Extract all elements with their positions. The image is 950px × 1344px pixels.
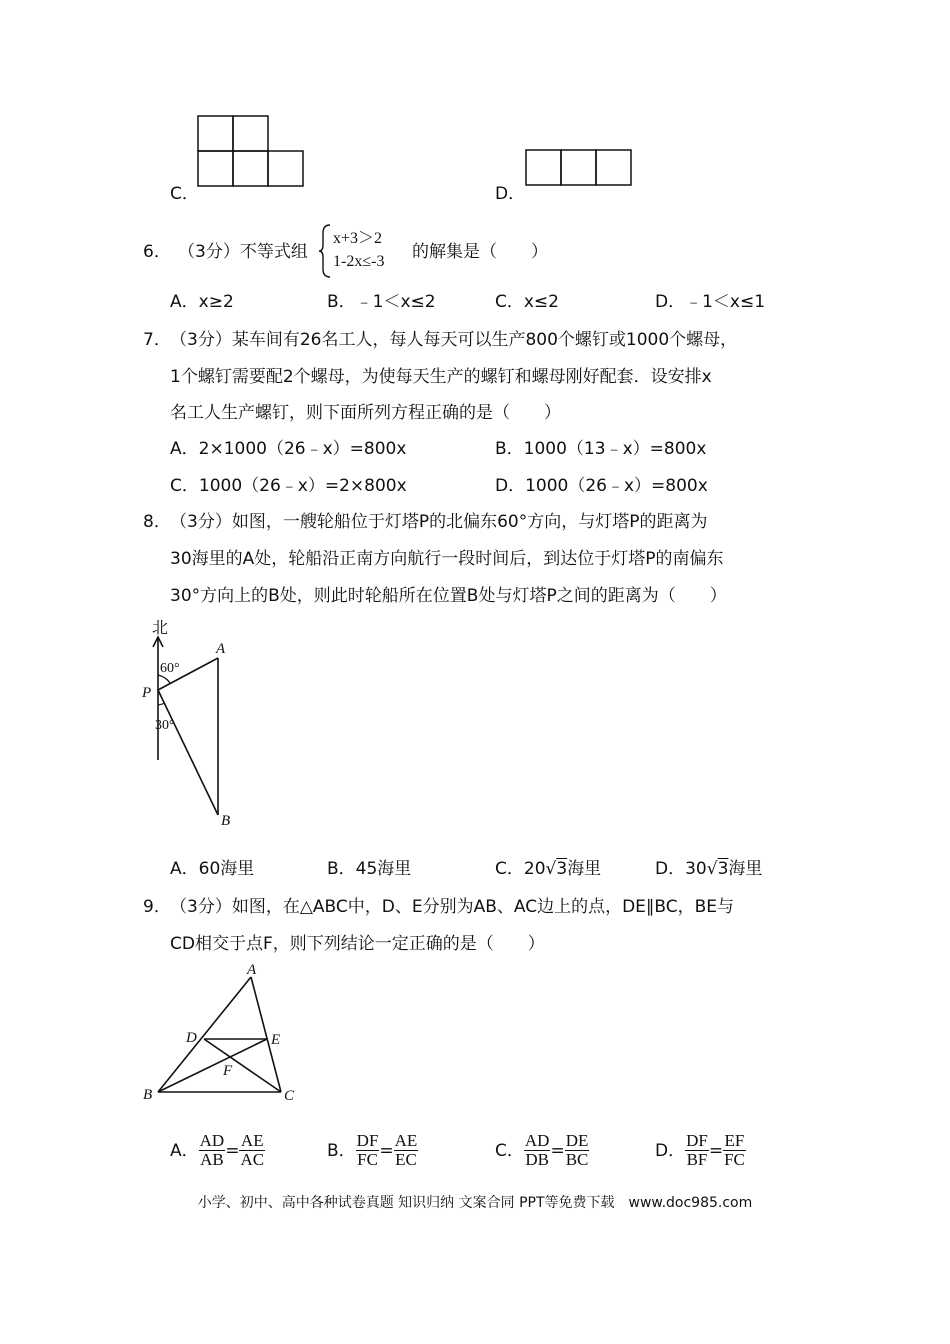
- q9-label-a: A: [247, 962, 257, 978]
- q7-line-2: 1个螺钉需要配2个螺母，为使每天生产的螺钉和螺母刚好配套．设安排x: [170, 367, 712, 387]
- q7-number: 7．: [143, 330, 171, 350]
- q7-option-a: A．2×1000（26﹣x）=800x: [170, 439, 407, 459]
- q7-line-3: 名工人生产螺钉，则下面所列方程正确的是（ ）: [170, 403, 561, 423]
- q6-number: 6．: [143, 242, 171, 262]
- q6-suffix: 的解集是（ ）: [412, 242, 548, 262]
- q9-number: 9．: [143, 897, 171, 917]
- q5-option-c-label: C．: [170, 184, 199, 204]
- q6-system-line-2: 1-2x≤-3: [333, 253, 385, 270]
- q8-option-b: B．45海里: [327, 859, 412, 879]
- q5-option-c-grid: [197, 115, 307, 187]
- q8-angle-arc-30: [158, 703, 165, 705]
- q8-label-b: B: [221, 813, 231, 829]
- q7-option-c: C．1000（26﹣x）=2×800x: [170, 476, 407, 496]
- q9-label-e: E: [271, 1032, 281, 1048]
- q8-option-c: C．20√3海里: [495, 859, 602, 879]
- q8-label-p: P: [142, 685, 152, 701]
- q9-option-c: C． $\frac{AD}{DB}$ = $\frac{DE}{BC}$: [495, 1131, 589, 1169]
- q8-option-d: D．30√3海里: [655, 859, 763, 879]
- q6-option-b: B．﹣1＜x≤2: [327, 292, 436, 312]
- page-footer: 小学、初中、高中各种试卷真题 知识归纳 文案合同 PPT等免费下载 www.doc985.com: [197, 1195, 753, 1211]
- q7-option-d: D．1000（26﹣x）=800x: [495, 476, 708, 496]
- q9-segment-ab: [158, 977, 251, 1092]
- q9-segment-be: [158, 1039, 267, 1092]
- q6-prefix: （3分）不等式组: [178, 242, 308, 262]
- q8-segment-pb: [158, 690, 218, 815]
- q9-label-b: B: [143, 1087, 153, 1103]
- q9-option-d: D． $\frac{DF}{BF}$ = $\frac{EF}{FC}$: [655, 1131, 745, 1169]
- q6-option-a: A．x≥2: [170, 292, 234, 312]
- q9-option-a: A． $\frac{AD}{AB}$ = $\frac{AE}{AC}$: [170, 1131, 265, 1169]
- q9-figure: [138, 962, 308, 1107]
- q6-system-line-1: x+3＞2: [333, 230, 383, 247]
- q8-line-1: （3分）如图，一艘轮船位于灯塔P的北偏东60°方向，与灯塔P的距离为: [170, 512, 708, 532]
- q6-option-c: C．x≤2: [495, 292, 559, 312]
- q8-angle-arc-60: [158, 675, 170, 683]
- q8-number: 8．: [143, 512, 171, 532]
- q8-option-a: A．60海里: [170, 859, 255, 879]
- q5-option-c-figure: [197, 115, 307, 187]
- q9-label-f: F: [223, 1063, 233, 1079]
- q7-option-b: B．1000（13﹣x）=800x: [495, 439, 707, 459]
- q6-brace: [318, 223, 332, 279]
- q5-option-d-figure: [525, 149, 635, 187]
- q8-label-60: 60°: [160, 661, 180, 676]
- q8-figure: [138, 615, 248, 830]
- q9-line-2: CD相交于点F，则下列结论一定正确的是（ ）: [170, 934, 545, 954]
- q9-option-b: B． $\frac{DF}{FC}$ = $\frac{AE}{EC}$: [327, 1131, 418, 1169]
- q8-line-2: 30海里的A处，轮船沿正南方向航行一段时间后，到达位于灯塔P的南偏东: [170, 549, 724, 569]
- q8-label-a: A: [216, 641, 226, 657]
- q9-line-1: （3分）如图，在△ABC中，D、E分别为AB、AC边上的点，DE∥BC，BE与: [170, 897, 735, 917]
- q7-line-1: （3分）某车间有26名工人，每人每天可以生产800个螺钉或1000个螺母，: [170, 330, 738, 350]
- q8-label-north: 北: [152, 620, 169, 637]
- q5-option-d-label: D．: [495, 184, 526, 204]
- q9-label-d: D: [186, 1030, 197, 1046]
- q8-label-30: 30°: [155, 718, 175, 733]
- q5-option-d-grid: [525, 149, 635, 187]
- q6-option-d: D．﹣1＜x≤1: [655, 292, 766, 312]
- q9-label-c: C: [284, 1088, 295, 1104]
- q8-line-3: 30°方向上的B处，则此时轮船所在位置B处与灯塔P之间的距离为（ ）: [170, 586, 727, 606]
